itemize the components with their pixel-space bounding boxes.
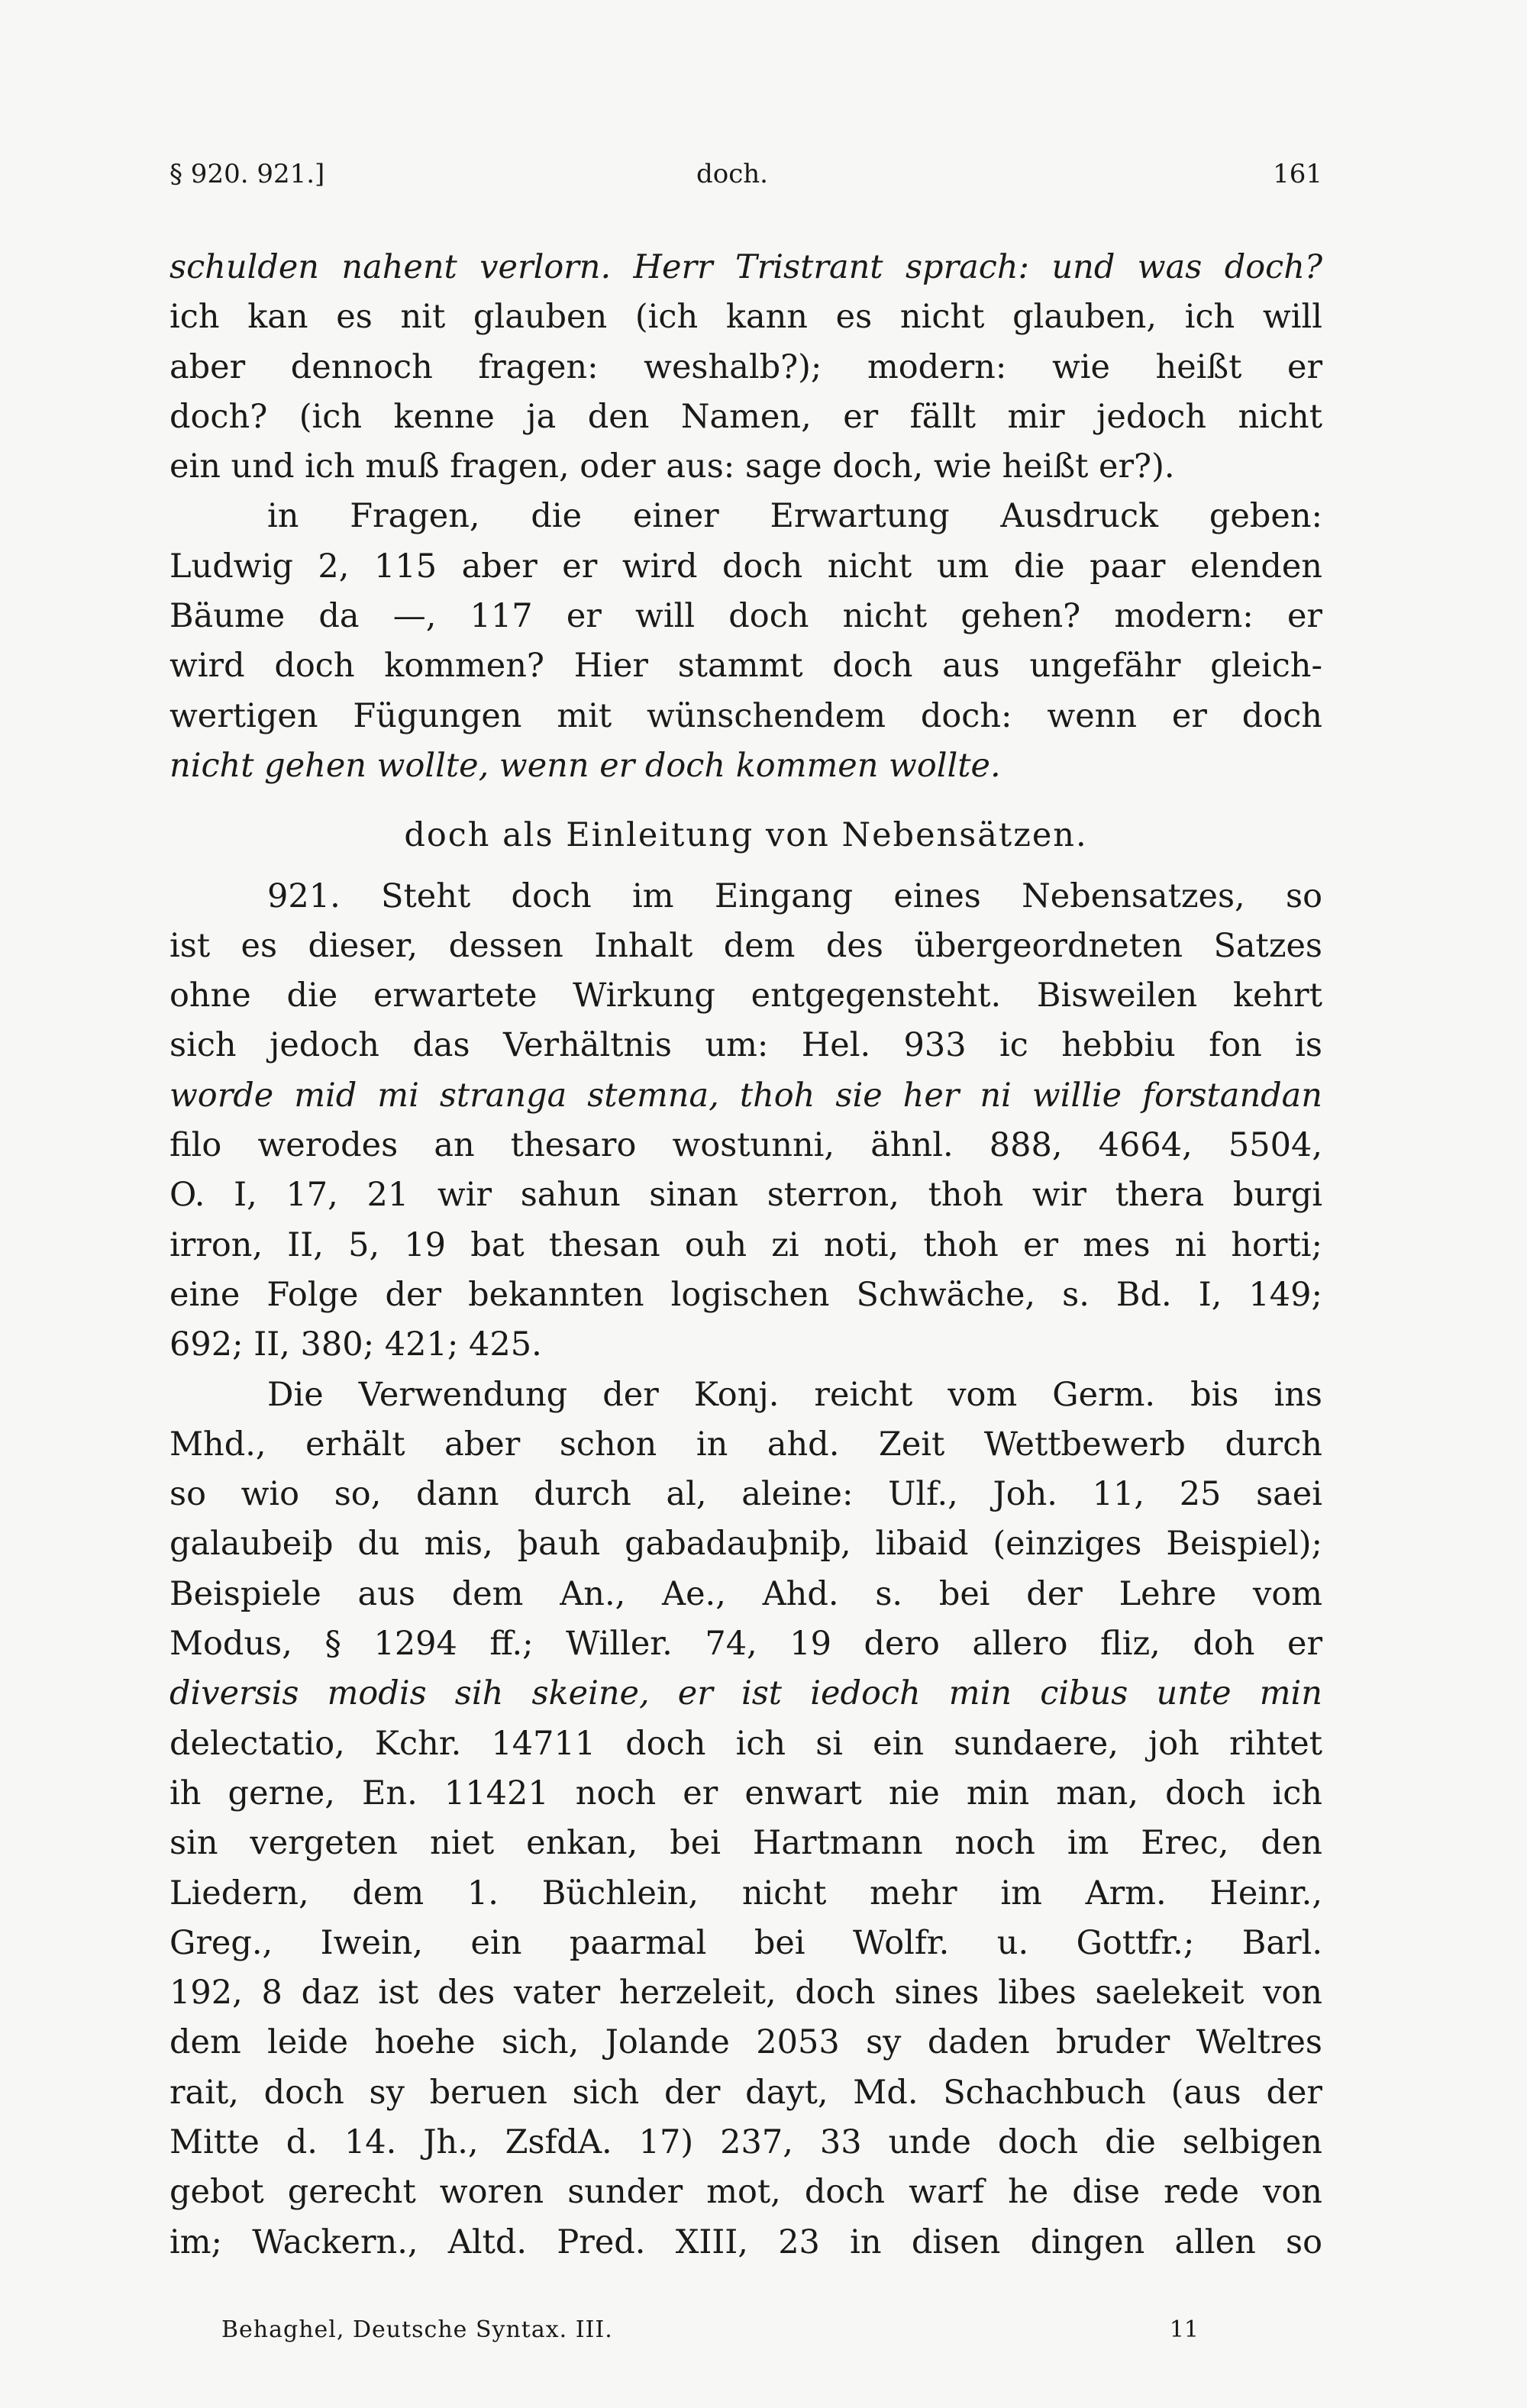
text-line: ih gerne, En. 11421 noch er enwart nie min man, doch ich (169, 1774, 1322, 1812)
text-line: wertigen Fügungen mit wünschendem doch: wenn er doch (169, 696, 1322, 735)
page-number: 161 (1273, 159, 1322, 189)
text-line: 192, 8 daz ist des vater herzeleit, doch sines libes saelekeit von (169, 1974, 1322, 2013)
sheet-number: 11 (1169, 2316, 1199, 2343)
text-line: sich jedoch das Verhältnis um: Hel. 933 ic hebbiu fon is (169, 1026, 1322, 1065)
section-921-first-line: 921. Steht doch im Eingang eines Nebensatzes, so (267, 876, 1322, 915)
running-head-keyword: doch. (696, 159, 768, 189)
text-line: in Fragen, die einer Erwartung Ausdruck geben: (267, 497, 1322, 536)
text-line: 692; II, 380; 421; 425. (169, 1325, 542, 1364)
text-line: diversis modis sih skeine, er ist iedoch min cibus unte min (169, 1674, 1322, 1713)
text-line: Mhd., erhält aber schon in ahd. Zeit Wettbewerb durch (169, 1425, 1322, 1464)
text-line: gebot gerecht woren sunder mot, doch warf he dise rede von (169, 2173, 1322, 2212)
text-line: Liedern, dem 1. Büchlein, nicht mehr im Arm. Heinr., (169, 1874, 1322, 1913)
text-line: wird doch kommen? Hier stammt doch aus ungefähr gleich- (169, 647, 1322, 686)
text-line: Greg., Iwein, ein paarmal bei Wolfr. u. Gottfr.; Barl. (169, 1923, 1322, 1962)
text-line: eine Folge der bekannten logischen Schwäche, s. Bd. I, 149; (169, 1275, 1322, 1314)
text-line: ich kan es nit glauben (ich kann es nicht glauben, ich will (169, 298, 1322, 337)
text-line: im; Wackern., Altd. Pred. XIII, 23 in disen dingen allen so (169, 2222, 1322, 2261)
text-line: delectatio, Kchr. 14711 doch ich si ein sundaere, joh rihtet (169, 1724, 1322, 1763)
text-line: Mitte d. 14. Jh., ZsfdA. 17) 237, 33 unde doch die selbigen (169, 2122, 1322, 2161)
text-line: Modus, § 1294 ff.; Willer. 74, 19 dero allero fliz, doh er (169, 1625, 1322, 1664)
text-line: nicht gehen wollte, wenn er doch kommen wollte. (169, 746, 1001, 785)
printer-signature: Behaghel, Deutsche Syntax. III. (221, 2316, 613, 2343)
text-line: Die Verwendung der Konj. reicht vom Germ. bis ins (267, 1375, 1322, 1414)
text-line: Beispiele aus dem An., Ae., Ahd. s. bei der Lehre vom (169, 1574, 1322, 1613)
section-reference: § 920. 921.] (169, 159, 325, 189)
text-line: so wio so, dann durch al, aleine: Ulf., Joh. 11, 25 saei (169, 1475, 1322, 1514)
text-line: doch? (ich kenne ja den Namen, er fällt mir jedoch nicht (169, 397, 1322, 436)
text-line: rait, doch sy beruen sich der dayt, Md. Schachbuch (aus der (169, 2073, 1322, 2112)
text-line: worde mid mi stranga stemna, thoh sie her ni willie forstandan (169, 1076, 1322, 1115)
text-line: Bäume da —, 117 er will doch nicht gehen? modern: er (169, 597, 1322, 636)
text-line: O. I, 17, 21 wir sahun sinan sterron, thoh wir thera burgi (169, 1176, 1322, 1215)
body-text (169, 243, 1322, 2268)
running-head (169, 159, 1322, 195)
text-line: aber dennoch fragen: weshalb?); modern: wie heißt er (169, 347, 1322, 386)
text-line: Ludwig 2, 115 aber er wird doch nicht um die paar elenden (169, 547, 1322, 586)
text-line: irron, II, 5, 19 bat thesan ouh zi noti, thoh er mes ni horti; (169, 1225, 1322, 1264)
subsection-heading: doch als Einleitung von Nebensätzen. (404, 816, 1088, 855)
text-line: schulden nahent verlorn. Herr Tristrant sprach: und was doch? (169, 248, 1322, 286)
text-line: filo werodes an thesaro wostunni, ähnl. 888, 4664, 5504, (169, 1126, 1322, 1165)
text-line: ohne die erwartete Wirkung entgegensteht. Bisweilen kehrt (169, 976, 1322, 1015)
text-line: sin vergeten niet enkan, bei Hartmann noch im Erec, den (169, 1824, 1322, 1863)
text-line: dem leide hoehe sich, Jolande 2053 sy daden bruder Weltres (169, 2023, 1322, 2062)
text-line: ist es dieser, dessen Inhalt dem des übergeordneten Satzes (169, 926, 1322, 965)
text-line: ein und ich muß fragen, oder aus: sage doch, wie heißt er?). (169, 447, 1175, 486)
text-line: galaubeiþ du mis, þauh gabadauþniþ, libaid (einziges Beispiel); (169, 1525, 1322, 1564)
page-footer (221, 2316, 1199, 2350)
